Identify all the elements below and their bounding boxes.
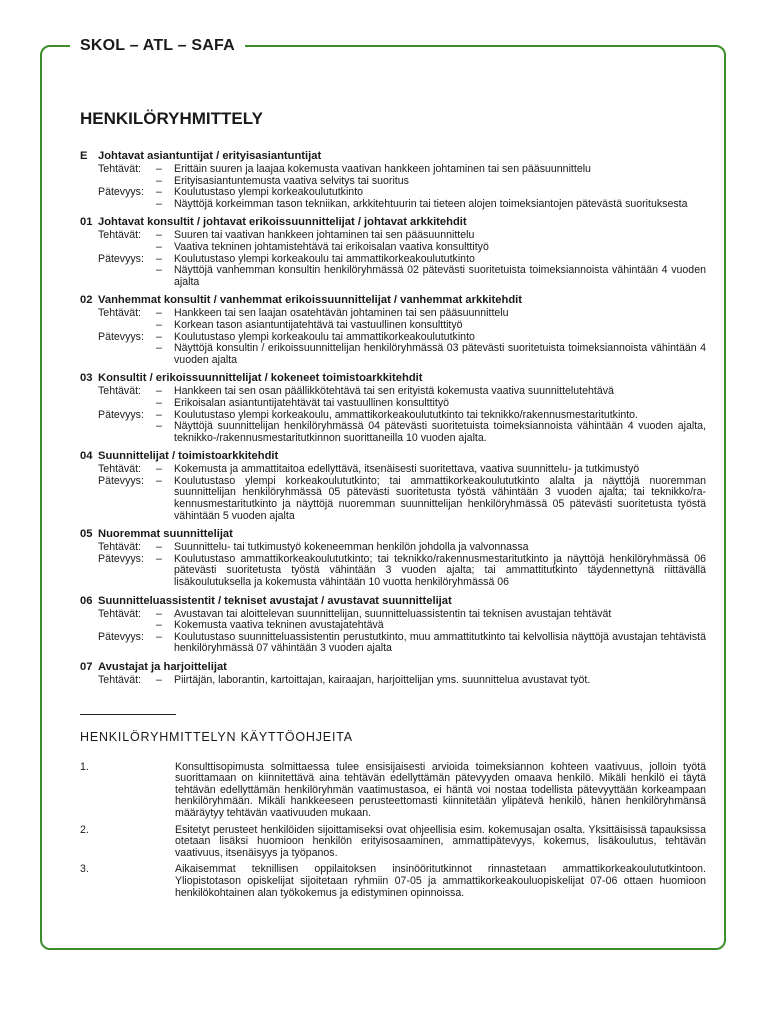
group-06 (80, 595, 706, 655)
row-text: Koulutustaso ammattikorkeakoulututkinto; tai teknikko/rakennusmestaritutkinto ja näyttöjä henkilöryhmässä 06 pätevästi suoritetusta työstä vähintään 3 vuoden ajalta; tai ammattitutkinto täydennettynä riittävällä lisäkoulutuksella ja kokemusta vähintään 10 vuotta henkilöryhmässä 06 (174, 552, 706, 589)
row-label: Pätevyys: (98, 330, 144, 343)
group-02 (80, 294, 706, 366)
row-label: Pätevyys: (98, 630, 144, 643)
group-title-text: Vanhemmat konsultit / vanhemmat erikoissuunnittelijat / vanhemmat arkkitehdit (98, 294, 522, 307)
dash-bullet: – (156, 330, 162, 343)
group-07 (80, 661, 706, 687)
group-title-text: Avustajat ja harjoittelijat (98, 661, 227, 673)
row-text: Näyttöjä vanhemman konsultin henkilöryhmässä 02 pätevästi suoritetuista toimeksiannoista vähintään 4 vuoden ajalta (174, 264, 706, 288)
group-title-text: Nuoremmat suunnittelijat (98, 528, 233, 541)
groups (80, 150, 706, 687)
dash-bullet: – (156, 619, 162, 632)
row-label (80, 265, 156, 288)
group-code: 04 (80, 450, 93, 463)
dash-bullet: – (156, 342, 162, 355)
group-title (80, 216, 706, 229)
row-text: Vaativa tekninen johtamistehtävä tai erikoisalan vaativa konsulttityö (174, 240, 489, 253)
dash-bullet: – (156, 420, 162, 433)
group-row (80, 265, 706, 288)
row-text: Erittäin suuren ja laajaa kokemusta vaativan hankkeen johtaminen tai sen pääsuunnittelu (174, 163, 591, 175)
group-code: 05 (80, 528, 93, 541)
dash-bullet: – (156, 174, 162, 187)
group-title-text: Suunnittelijat / toimistoarkkitehdit (98, 450, 279, 463)
header-title: SKOL – ATL – SAFA (70, 36, 245, 56)
group-row (80, 164, 706, 176)
usage-notes (80, 762, 706, 900)
row-label: Pätevyys: (98, 408, 144, 421)
dash-bullet: – (156, 163, 162, 175)
usage-note (80, 864, 706, 899)
usage-note (80, 762, 706, 820)
dash-bullet: – (156, 408, 162, 421)
row-label (80, 398, 156, 410)
row-text: Kokemusta vaativa tekninen avustajatehtävä (174, 619, 384, 632)
separator-line (80, 714, 176, 715)
row-label: Pätevyys: (98, 474, 144, 487)
row-label (80, 421, 156, 444)
group-row (80, 632, 706, 655)
group-row (80, 476, 706, 522)
row-label: Tehtävät: (98, 385, 141, 398)
group-code: 02 (80, 294, 93, 307)
row-text: Piirtäjän, laborantin, kartoittajan, kairaajan, harjoittelijan yms. suunnittelua avustavat työt. (174, 674, 591, 686)
usage-note (80, 825, 706, 860)
dash-bullet: – (156, 474, 162, 487)
row-label: Tehtävät: (98, 229, 141, 242)
group-code: 07 (80, 661, 93, 673)
row-text: Erikoisalan asiantuntijatehtävät tai vastuullinen konsulttityö (174, 396, 450, 409)
row-text: Näyttöjä suunnittelijan henkilöryhmässä 04 pätevästi suoritetuista toimeksiannoista vähintään 4 vuoden ajalta, teknikko-/rakennusmestaritutkinnon suorittaneilla 10 vuoden ajalta. (174, 420, 706, 444)
dash-bullet: – (156, 385, 162, 398)
group-row (80, 675, 706, 687)
note-text: Konsulttisopimusta solmittaessa tulee ensisijaisesti arvioida toimeksiannon kohteen vaativuus, jolloin työtä suorittamaan on kiinnitettävä aina tehtävän edellyttämän pätevyyden omaava henkilö. Mikäli henkilö ei täytä tehtävän edellyttämän henkilöryhmän vaatimustasoa, ei häntä voi nostaa todellista pätevyyttään korkeampaan henkilöryhmään. Mikäli hankkeeseen perusteettomasti kiinnitetään ylipätevä henkilö, hänen henkilöryhmänsä määräytyy tehtävän vaativuuden mukaan. (175, 760, 706, 819)
row-text: Koulutustaso ylempi korkeakoulututkinto (174, 186, 364, 199)
dash-bullet: – (156, 252, 162, 265)
group-05 (80, 528, 706, 588)
group-03 (80, 372, 706, 444)
row-text: Koulutustaso suunnitteluassistentin perustutkinto, muu ammattitutkinto tai kelvollisia näyttöjä avustajan tehtävistä henkilöryhmässä 07 vähintään 3 vuoden ajalta (174, 630, 706, 655)
dash-bullet: – (156, 630, 162, 643)
row-label: Tehtävät: (98, 607, 141, 620)
row-text: Hankkeen tai sen osan päällikkötehtävä tai sen erityistä kokemusta vaativa suunnittelutehtävä (174, 385, 614, 398)
dash-bullet: – (156, 318, 162, 331)
row-text: Koulutustaso ylempi korkeakoulu tai ammattikorkeakoulututkinto (174, 330, 475, 343)
group-code: E (80, 150, 88, 162)
group-title (80, 150, 706, 163)
group-row (80, 343, 706, 366)
row-label: Pätevyys: (98, 186, 144, 199)
group-row (80, 421, 706, 444)
usage-title: HENKILÖRYHMITTELYN KÄYTTÖOHJEITA (80, 729, 353, 744)
dash-bullet: – (156, 396, 162, 409)
group-title (80, 450, 706, 463)
dash-bullet: – (156, 197, 162, 210)
group-title (80, 661, 706, 674)
row-label (80, 320, 156, 332)
row-label (80, 199, 156, 211)
row-label (80, 242, 156, 254)
dash-bullet: – (156, 552, 162, 565)
group-01 (80, 216, 706, 288)
dash-bullet: – (156, 240, 162, 253)
group-code: 01 (80, 216, 93, 229)
group-title-text: Konsultit / erikoissuunnittelijat / kokeneet toimistoarkkitehdit (98, 372, 423, 385)
group-title-text: Johtavat asiantuntijat / erityisasiantuntijat (98, 150, 322, 162)
note-number: 1. (80, 760, 89, 773)
group-code: 06 (80, 594, 93, 607)
row-text: Hankkeen tai sen laajan osatehtävän johtaminen tai sen pääsuunnittelu (174, 307, 509, 320)
dash-bullet: – (156, 463, 162, 476)
row-label: Pätevyys: (98, 552, 144, 565)
row-text: Kokemusta ja ammattitaitoa edellyttävä, itsenäisesti suoritettava, vaativa suunnittelu- ja tutkimustyö (174, 463, 640, 476)
group-code: 03 (80, 372, 93, 385)
group-title (80, 294, 706, 307)
dash-bullet: – (156, 186, 162, 199)
row-label (80, 343, 156, 366)
row-text: Näyttöjä korkeimman tason tekniikan, arkkitehtuurin tai tieteen alojen toimeksiantojen pätevästä suorituksesta (174, 197, 688, 210)
dash-bullet: – (156, 264, 162, 277)
row-text: Suuren tai vaativan hankkeen johtaminen tai sen pääsuunnittelu (174, 229, 475, 242)
row-text: Erityisasiantuntemusta vaativa selvitys tai suoritus (174, 174, 409, 187)
group-title-text: Suunnitteluassistentit / tekniset avustajat / avustavat suunnittelijat (98, 594, 452, 607)
note-number: 3. (80, 863, 89, 876)
group-title (80, 372, 706, 385)
dash-bullet: – (156, 674, 162, 686)
dash-bullet: – (156, 229, 162, 242)
row-label: Tehtävät: (98, 674, 141, 686)
group-row (80, 320, 706, 332)
group-row (80, 199, 706, 211)
row-label: Tehtävät: (98, 463, 141, 476)
group-row (80, 554, 706, 589)
note-number: 2. (80, 823, 89, 836)
row-text: Näyttöjä konsultin / erikoissuunnittelijan henkilöryhmässä 03 pätevästi suoritetuista toimeksiannoista vähintään 4 vuoden ajalta (174, 342, 706, 366)
row-label: Tehtävät: (98, 163, 141, 175)
row-text: Korkean tason asiantuntijatehtävä tai vastuullinen konsulttityö (174, 318, 463, 331)
note-text: Aikaisemmat teknillisen oppilaitoksen insinööritutkinnot rinnastetaan ammattikorkeakoulututkintoon. Yliopistotason opiskelijat sijoitetaan ryhmiin 07-05 ja ammattikorkeakouluopiskelijat 07-06 ottaen huomioon henkilökohtainen alan työkokemus ja edistyminen opinnoissa. (175, 863, 706, 899)
group-title-text: Johtavat konsultit / johtavat erikoissuunnittelijat / johtavat arkkitehdit (98, 216, 467, 229)
row-text: Koulutustaso ylempi korkeakoulututkinto; tai ammattikorkeakoulututkinto alalta ja näyttöjä nuoremman suunnittelijan henkilöryhmässä 05 pätevästi suoritetusta työstä vähintään 3 vuoden ajalta; tai teknikko/rakennusmestaritutkinto ja näyttöjä nuoremman suunnittelijan henkilöryhmässä 05 pätevästi suoritetusta työstä vähintään 5 vuoden ajalta (174, 474, 706, 522)
row-label: Pätevyys: (98, 252, 144, 265)
row-text: Avustavan tai aloittelevan suunnittelijan, suunnitteluassistentin tai teknisen avustajan tehtävät (174, 607, 612, 620)
page-title: HENKILÖRYHMITTELY (80, 109, 263, 128)
row-label: Tehtävät: (98, 307, 141, 320)
row-text: Koulutustaso ylempi korkeakoulu, ammattikorkeakoulututkinto tai teknikko/rakennusmestaritutkinto. (174, 408, 638, 421)
group-row (80, 398, 706, 410)
group-row (80, 242, 706, 254)
row-label: Tehtävät: (98, 541, 141, 554)
group-04 (80, 450, 706, 522)
row-text: Koulutustaso ylempi korkeakoulu tai ammattikorkeakoulututkinto (174, 252, 475, 265)
group-title (80, 528, 706, 541)
dash-bullet: – (156, 307, 162, 320)
group-title (80, 595, 706, 608)
group-e (80, 150, 706, 210)
note-text: Esitetyt perusteet henkilöiden sijoittamiseksi ovat ohjeellisia esim. kokemusajan osalta. Yksittäisissä tapauksissa otetaan lisäksi huomioon henkilön erityisosaaminen, ammattipätevyys, kokemus, lisäkoulutus, tehtävän vaativuus, itsenäisyys ja työpanos. (175, 823, 706, 859)
row-text: Suunnittelu- tai tutkimustyö kokeneemman henkilön johdolla ja valvonnassa (174, 541, 529, 554)
dash-bullet: – (156, 607, 162, 620)
dash-bullet: – (156, 541, 162, 554)
content (80, 108, 706, 904)
